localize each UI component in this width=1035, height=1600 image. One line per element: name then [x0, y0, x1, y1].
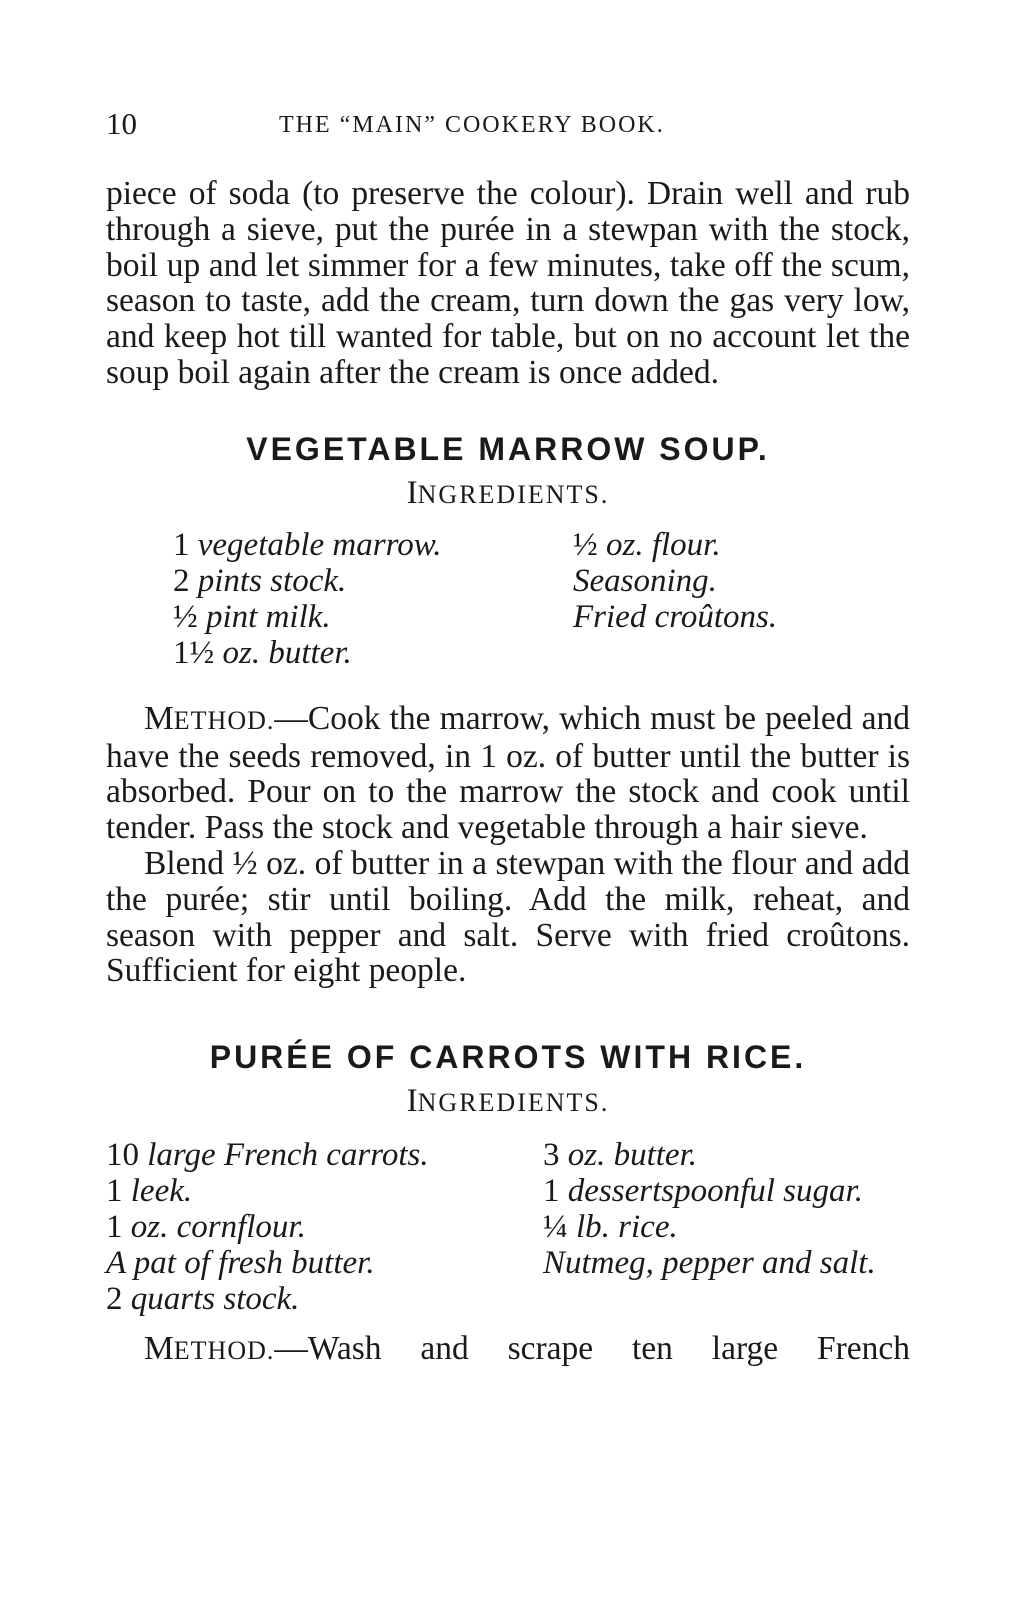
ingredient-name: A pat of fresh butter.	[106, 1245, 375, 1282]
ingredient-item	[173, 527, 573, 563]
ingredient-item	[106, 1209, 543, 1245]
ingredient-name: Nutmeg, pepper and salt.	[543, 1245, 876, 1282]
ingredient-qty: 1½	[173, 634, 215, 671]
ingredients-heading-initial: I	[406, 474, 418, 511]
ingredient-name: oz. butter.	[222, 634, 352, 671]
ingredient-item	[106, 1245, 543, 1281]
running-title: THE “MAIN” COOKERY BOOK.	[279, 112, 665, 138]
method-label-initial: M	[144, 1330, 174, 1368]
method-label-initial: M	[144, 699, 174, 737]
ingredient-qty: 3	[543, 1137, 560, 1174]
recipe-title: PURÉE OF CARROTS WITH RICE.	[209, 1039, 807, 1076]
ingredient-name: lb. rice.	[576, 1209, 678, 1246]
ingredients-heading	[106, 473, 910, 515]
recipe-vegetable-marrow-soup	[106, 429, 910, 989]
method-label	[144, 699, 275, 737]
ingredient-name: Fried croûtons.	[573, 598, 778, 635]
ingredient-item	[573, 563, 777, 599]
ingredient-item	[543, 1173, 876, 1209]
ingredient-qty: ½	[173, 598, 198, 635]
ingredient-qty: 1	[543, 1173, 560, 1210]
ingredient-item	[106, 1281, 543, 1317]
ingredients-column-right	[543, 1137, 876, 1317]
ingredients-column-left	[173, 527, 573, 671]
page-number: 10	[106, 106, 137, 141]
ingredients-heading-rest: NGREDIENTS.	[417, 479, 610, 509]
ingredient-name: pint milk.	[206, 598, 331, 635]
ingredient-name: oz. flour.	[606, 526, 721, 563]
ingredients-list	[106, 1137, 910, 1317]
ingredient-item	[543, 1245, 876, 1281]
method-text: —Wash and scrape ten large French	[274, 1330, 910, 1368]
recipe-puree-of-carrots-with-rice	[106, 1037, 910, 1369]
ingredient-item	[106, 1173, 543, 1209]
ingredient-name: oz. cornflour.	[130, 1209, 306, 1246]
ingredient-item	[543, 1137, 876, 1173]
ingredient-name: Seasoning.	[573, 562, 717, 599]
ingredients-list	[106, 527, 910, 671]
ingredient-name: vegetable marrow.	[197, 526, 442, 563]
ingredient-qty: 1	[106, 1209, 123, 1246]
ingredients-heading-initial: I	[406, 1083, 418, 1120]
ingredient-name: large French carrots.	[147, 1137, 429, 1174]
ingredient-name: oz. butter.	[567, 1137, 698, 1174]
ingredient-qty: 10	[106, 1137, 139, 1174]
ingredient-item	[106, 1137, 543, 1173]
ingredient-qty: ½	[573, 526, 598, 563]
running-header	[106, 100, 910, 148]
method-label-rest: ETHOD.	[173, 705, 275, 735]
ingredient-name: dessertspoonful sugar.	[567, 1173, 863, 1210]
ingredients-heading	[106, 1081, 910, 1123]
book-page	[106, 100, 910, 1369]
method-paragraph: Blend ½ oz. of butter in a stewpan with the flour and add the purée; stir until boiling. Add the milk, reheat, and season with pepper and salt. Serve with fried croûtons. Sufficient for eight people.	[106, 844, 910, 990]
recipe-title: VEGETABLE MARROW SOUP.	[246, 430, 770, 467]
method-text: —Cook the marrow, which must be peeled and have the seeds removed, in 1 oz. of butter until the butter is absorbed. Pour on to the marrow the stock and cook until tender. Pass the stock and vegetable through a hair sieve.	[106, 699, 910, 847]
ingredient-item	[573, 527, 777, 563]
ingredient-name: pints stock.	[197, 562, 347, 599]
intro-paragraph: piece of soda (to preserve the colour). Drain well and rub through a sieve, put the purée in a stewpan with the stock, boil up and let simmer for a few minutes, take off the scum, season to taste, add the cream, turn down the gas very low, and keep hot till wanted for table, but on no account let the soup boil again after the cream is once added.	[106, 175, 910, 391]
ingredient-item	[173, 635, 573, 671]
ingredient-name: quarts stock.	[130, 1281, 300, 1318]
ingredient-item	[173, 563, 573, 599]
ingredient-name: leek.	[130, 1173, 193, 1210]
ingredient-qty: ¼	[543, 1209, 568, 1246]
ingredient-qty: 1	[106, 1173, 123, 1210]
ingredient-item	[173, 599, 573, 635]
ingredient-qty: 2	[173, 562, 190, 599]
ingredient-item	[543, 1209, 876, 1245]
ingredient-qty: 1	[173, 526, 190, 563]
ingredient-qty: 2	[106, 1281, 123, 1318]
ingredient-item	[573, 599, 777, 635]
ingredients-heading-rest: NGREDIENTS.	[417, 1088, 610, 1118]
ingredients-column-right	[573, 527, 777, 671]
method-paragraph	[106, 1331, 910, 1369]
method-label-rest: ETHOD.	[173, 1336, 275, 1366]
method-paragraph	[106, 701, 910, 846]
ingredients-column-left	[106, 1137, 543, 1317]
method-label	[144, 1330, 275, 1368]
